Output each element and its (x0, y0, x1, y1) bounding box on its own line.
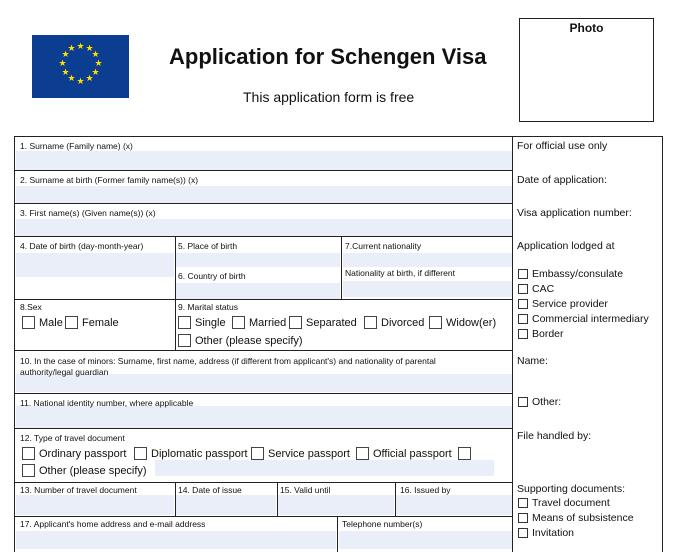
page-subtitle: This application form is free (243, 89, 415, 105)
means-checkbox[interactable] (518, 513, 528, 523)
star-icon: ★ (76, 41, 85, 51)
national-id-input[interactable] (16, 406, 512, 428)
place-birth-input[interactable] (176, 253, 340, 267)
single-text: Single (195, 316, 226, 329)
divorced-text: Divorced (381, 316, 425, 329)
service-checkbox[interactable] (251, 447, 264, 460)
extra-checkbox[interactable] (458, 447, 471, 460)
surname-birth-input[interactable] (16, 186, 512, 203)
visa-form (14, 136, 663, 552)
visa-number-label: Visa application number: (517, 207, 632, 219)
female-checkbox[interactable] (65, 316, 78, 329)
official-heading: For official use only (517, 140, 608, 152)
divorced-checkbox[interactable] (364, 316, 377, 329)
sex-female-option[interactable] (65, 316, 119, 329)
date-application-label: Date of application: (517, 174, 607, 186)
male-checkbox[interactable] (22, 316, 35, 329)
valid-until-input[interactable] (278, 495, 394, 515)
lodged-at-label: Application lodged at (517, 240, 615, 252)
date-issue-label: 14. Date of issue (178, 485, 242, 495)
lodged-cac-option[interactable] (518, 283, 554, 295)
star-icon: ★ (91, 49, 100, 59)
doc-number-input[interactable] (16, 495, 174, 515)
issued-by-label: 16. Issued by (400, 485, 451, 495)
sex-male-option[interactable] (22, 316, 63, 329)
official-text: Official passport (373, 447, 452, 460)
sex-label: 8.Sex (20, 302, 42, 312)
marital-other-text: Other (please specify) (195, 334, 303, 347)
doc-diplomatic-option[interactable] (134, 447, 248, 460)
doc-ordinary-option[interactable] (22, 447, 126, 460)
supporting-travel-option[interactable] (518, 497, 610, 509)
photo-box (519, 18, 654, 122)
female-text: Female (82, 316, 119, 329)
other-doc-input[interactable] (155, 460, 494, 476)
marital-married-option[interactable] (232, 316, 286, 329)
photo-label: Photo (569, 21, 604, 35)
name-label: Name: (517, 355, 548, 367)
ordinary-text: Ordinary passport (39, 447, 127, 460)
official-checkbox[interactable] (356, 447, 369, 460)
invitation-checkbox[interactable] (518, 528, 528, 538)
star-icon: ★ (61, 67, 70, 77)
widow-checkbox[interactable] (429, 316, 442, 329)
border-checkbox[interactable] (518, 329, 528, 339)
surname-input[interactable] (16, 151, 512, 170)
doc-other-checkbox[interactable] (22, 464, 35, 477)
provider-checkbox[interactable] (518, 299, 528, 309)
marital-other-option[interactable] (178, 334, 303, 347)
supporting-label: Supporting documents: (517, 483, 625, 495)
dob-label: 4. Date of birth (day-month-year) (20, 241, 144, 251)
minors-label: 10. In the case of minors: Surname, first name, address (if different from applicant's) and nationality of parental (20, 356, 436, 366)
star-icon: ★ (58, 58, 67, 68)
marital-label: 9. Marital status (178, 302, 238, 312)
diplomatic-text: Diplomatic passport (151, 447, 248, 460)
other-text: Other: (532, 396, 562, 408)
lodged-border-option[interactable] (518, 328, 564, 340)
commercial-checkbox[interactable] (518, 314, 528, 324)
issued-by-input[interactable] (396, 495, 512, 515)
star-icon: ★ (85, 43, 94, 53)
first-names-label: 3. First name(s) (Given name(s)) (x) (20, 208, 156, 218)
lodged-commercial-option[interactable] (518, 313, 649, 325)
star-icon: ★ (67, 73, 76, 83)
star-icon: ★ (91, 67, 100, 77)
other-checkbox[interactable] (518, 397, 528, 407)
doc-other-text: Other (please specify) (39, 464, 147, 477)
surname-birth-label: 2. Surname at birth (Former family name(s)) (x) (20, 175, 199, 185)
place-birth-label: 5. Place of birth (178, 241, 238, 251)
married-text: Married (249, 316, 287, 329)
first-names-input[interactable] (16, 219, 512, 236)
marital-separated-option[interactable] (289, 316, 357, 329)
doc-number-label: 13. Number of travel document (20, 485, 137, 495)
separated-checkbox[interactable] (289, 316, 302, 329)
telephone-label: Telephone number(s) (342, 519, 423, 529)
invitation-text: Invitation (532, 527, 575, 539)
national-id-label: 11. National identity number, where applicable (20, 398, 194, 408)
means-text: Means of subsistence (532, 512, 634, 524)
married-checkbox[interactable] (232, 316, 245, 329)
star-icon: ★ (61, 49, 70, 59)
provider-text: Service provider (532, 298, 608, 310)
country-birth-input[interactable] (176, 283, 340, 299)
valid-until-label: 15. Valid until (280, 485, 331, 495)
nationality-label: 7.Current nationality (345, 241, 422, 251)
supporting-invitation-option[interactable] (518, 527, 574, 539)
marital-widow-option[interactable] (429, 316, 496, 329)
marital-divorced-option[interactable] (364, 316, 424, 329)
telephone-input[interactable] (339, 531, 512, 549)
ordinary-checkbox[interactable] (22, 447, 35, 460)
embassy-checkbox[interactable] (518, 269, 528, 279)
male-text: Male (39, 316, 63, 329)
service-text: Service passport (268, 447, 350, 460)
other-option[interactable] (518, 396, 561, 408)
doc-official-option[interactable] (356, 447, 475, 460)
country-birth-label: 6. Country of birth (178, 271, 246, 281)
cac-checkbox[interactable] (518, 284, 528, 294)
nationality-birth-label: Nationality at birth, if different (345, 268, 455, 278)
travel-doc-text: Travel document (532, 497, 610, 509)
star-icon: ★ (85, 73, 94, 83)
travel-doc-label: 12. Type of travel document (20, 433, 125, 443)
border-text: Border (532, 328, 564, 340)
home-address-label: 17. Applicant's home address and e-mail address (20, 519, 206, 529)
diplomatic-checkbox[interactable] (134, 447, 147, 460)
supporting-means-option[interactable] (518, 512, 634, 524)
eu-flag (32, 35, 129, 98)
date-issue-input[interactable] (176, 495, 276, 515)
surname-label: 1. Surname (Family name) (x) (20, 141, 133, 151)
travel-doc-checkbox[interactable] (518, 498, 528, 508)
marital-single-option[interactable] (178, 316, 226, 329)
doc-service-option[interactable] (251, 447, 350, 460)
handled-by-label: File handled by: (517, 430, 592, 442)
widow-text: Widow(er) (446, 316, 497, 329)
single-checkbox[interactable] (178, 316, 191, 329)
lodged-embassy-option[interactable] (518, 268, 623, 280)
cac-text: CAC (532, 283, 555, 295)
home-address-input[interactable] (16, 531, 336, 549)
star-icon: ★ (94, 58, 103, 68)
lodged-provider-option[interactable] (518, 298, 608, 310)
commercial-text: Commercial intermediary (532, 313, 649, 325)
nationality-birth-input[interactable] (343, 281, 512, 297)
separated-text: Separated (306, 316, 357, 329)
star-icon: ★ (67, 43, 76, 53)
dob-input[interactable] (16, 253, 174, 277)
embassy-text: Embassy/consulate (532, 268, 624, 280)
minors-label-2: authority/legal guardian (20, 367, 109, 377)
marital-other-checkbox[interactable] (178, 334, 191, 347)
nationality-input[interactable] (343, 253, 512, 267)
page-title: Application for Schengen Visa (169, 44, 487, 69)
doc-other-option[interactable] (22, 464, 147, 477)
star-icon: ★ (76, 76, 85, 86)
